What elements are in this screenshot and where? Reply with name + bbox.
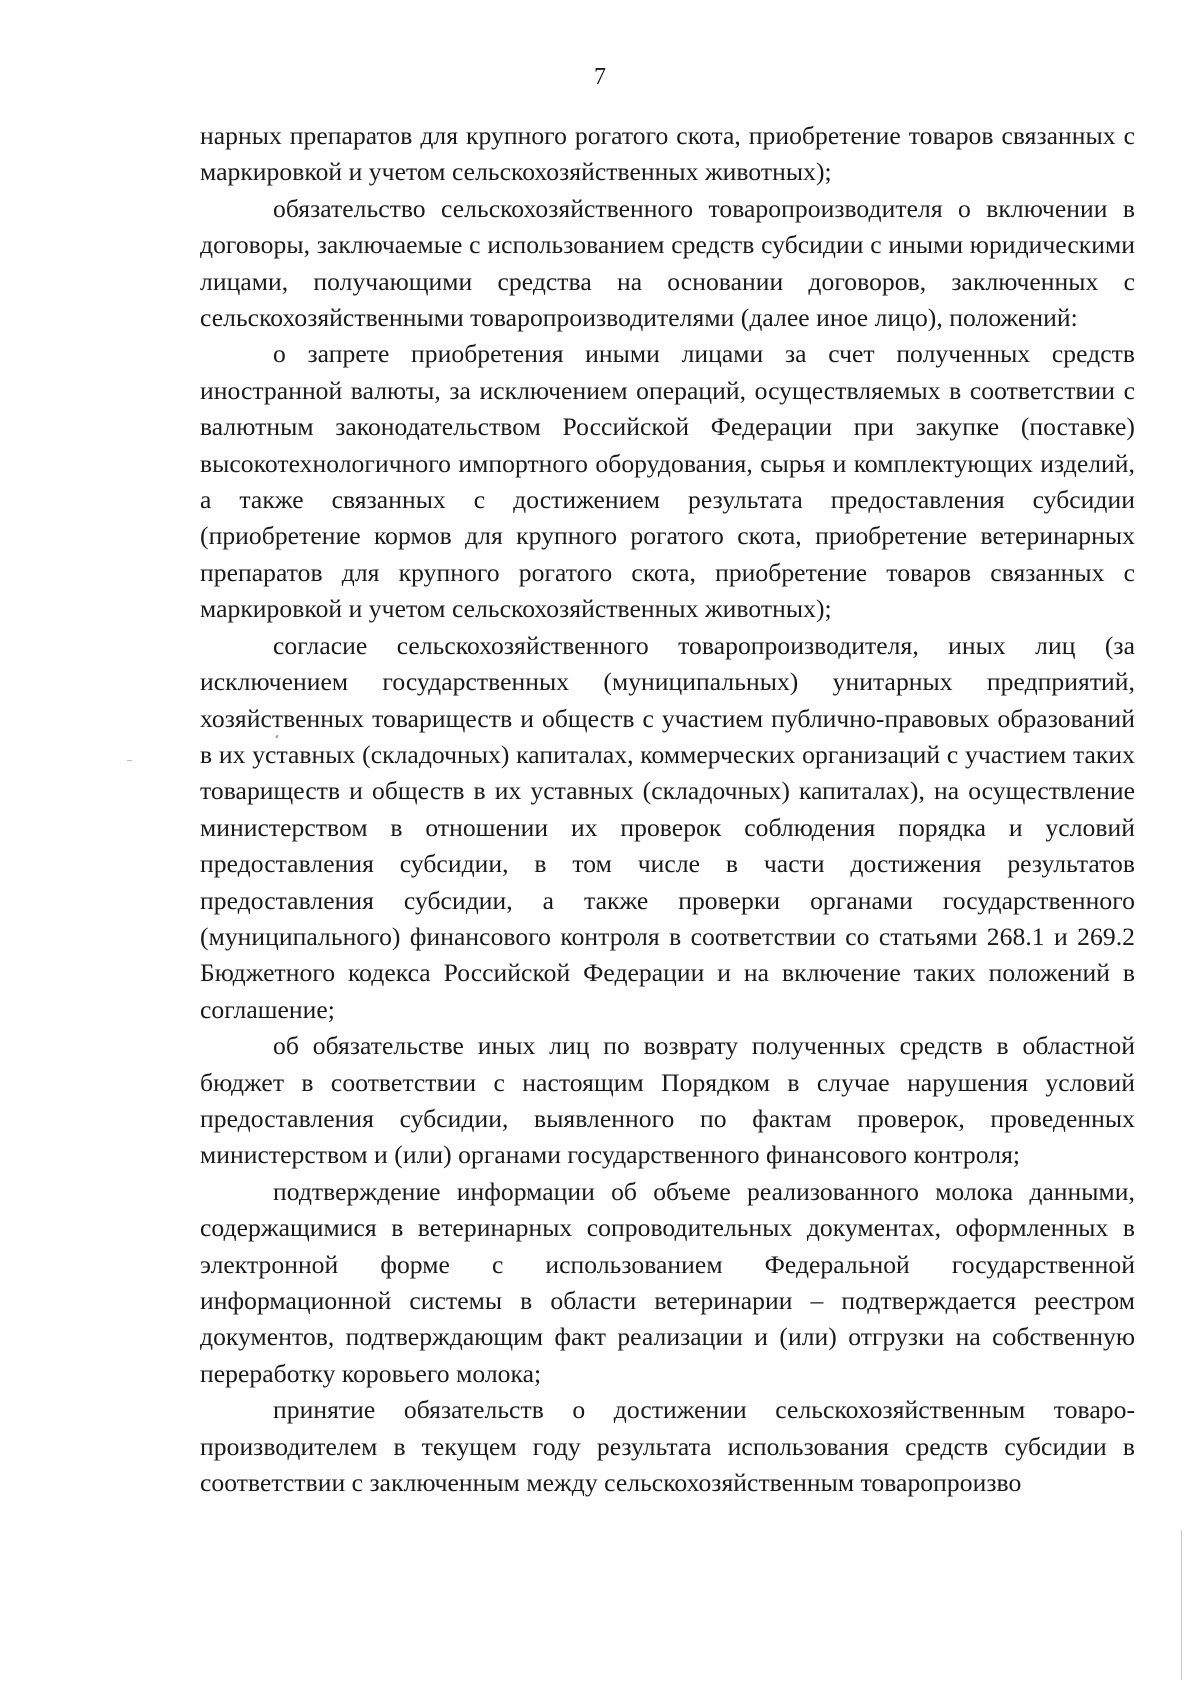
paragraph-obligation-contracts: обязательство сельскохозяйственного товаропроизводителя о включении в договоры, заключаемые с использованием средств субсидии с иными юридическими лицами, получающими средства на основании договоров, заключенных с сельскохозяйственными товаропроизводителями (далее иное лицо), положений: <box>200 193 1135 333</box>
scan-artifact-right-edge <box>1181 1530 1182 1680</box>
paragraph-continuation: нарных препаратов для крупного рогатого скота, приобретение товаров связанных с маркировкой и учетом сельскохозяйственных животных); <box>200 121 1135 187</box>
paragraph-refund-obligation: об обязательстве иных лиц по возврату полученных средств в областной бюджет в соответствии с настоящим Порядком в случае нарушения условий предоставления субсидии, выявленного по фактам проверок, проведенных министерством и (или) органами государственного финансового контроля; <box>200 1031 1135 1170</box>
page-number: 7 <box>594 64 606 90</box>
scan-artifact-left <box>127 760 132 761</box>
paragraph-result-obligation: принятие обязательств о достижении сельскохозяйственным товаропроизводителем в текущем году результата использования средств субсидии в соответствии с заключенным между сельскохозяйственным товаропроизво <box>200 1395 1135 1498</box>
paragraph-consent-inspections: согласие сельскохозяйственного товаропроизводителя, иных лиц (за исключением государственных (муниципальных) унитарных предприятий, хозяйственных товариществ и обществ с участием публично-правовых образований в их уставных (складочных) капиталах, коммерческих организаций с участием таких товариществ и обществ в их уставных (складочных) капиталах), на осуществление министерством в отношении их проверок соблюдения порядка и условий предоставления субсидии, в том числе в части достижения результатов предоставления субсидии, а также проверки органами государственного (муниципального) финансового контроля в соответствии со статьями 268.1 и 269.2 Бюджетного кодекса Российской Федерации и на включение таких положений в соглашение; <box>200 630 1135 1024</box>
document-body <box>200 118 1135 1501</box>
paragraph-currency-prohibition: о запрете приобретения иными лицами за счет полученных средств иностранной валюты, за исключением операций, осуществляемых в соответствии с валютным законодательством Российской Федерации при закупке (поставке) высокотехнологичного импортного оборудования, сырья и комплектующих изделий, а также связанных с достижением результата предоставления субсидии (приобретение кормов для крупного рогатого скота, приобретение ветеринарных препаратов для крупного рогатого скота, приобретение товаров связанных с маркировкой и учетом сельскохозяйственных животных); <box>200 339 1135 624</box>
paragraph-milk-confirmation: подтверждение информации об объеме реализованного молока данными, содержащимися в ветеринарных сопроводительных документах, оформленных в электронной форме с использованием Федеральной государственной информационной системы в области ветеринарии – подтверждается реестром документов, подтверждающим факт реализации и (или) отгрузки на собственную переработку коровьего молока; <box>200 1176 1135 1388</box>
